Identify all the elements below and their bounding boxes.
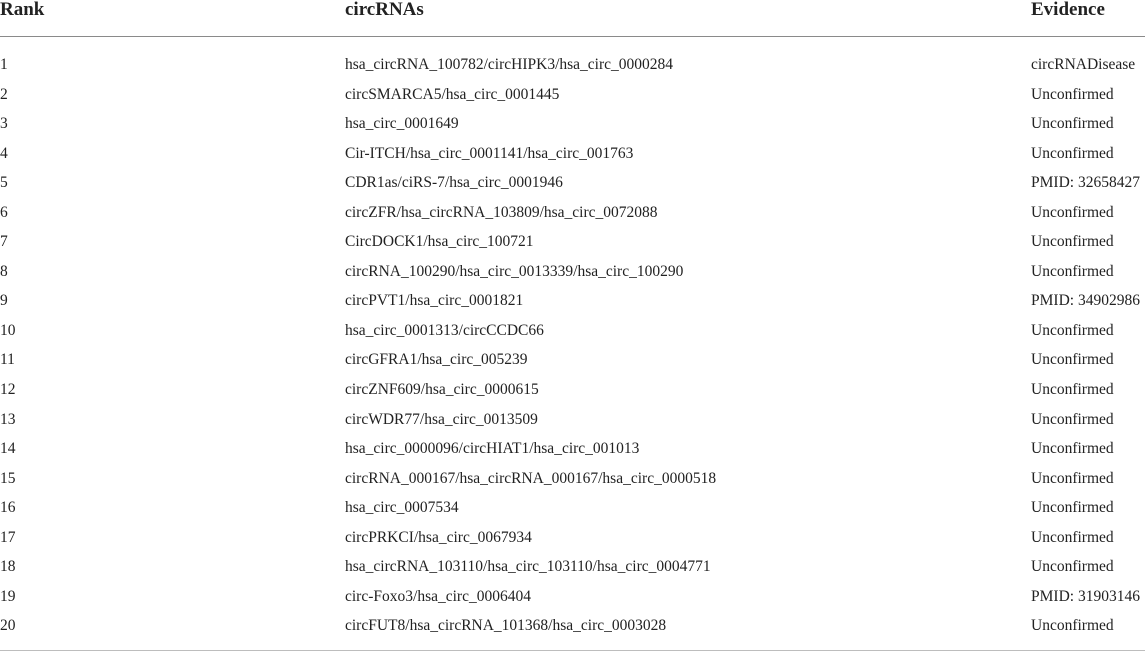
table-bottom-rule: [0, 650, 1145, 651]
header-rank: Rank: [0, 0, 45, 20]
table-row: [0, 611, 1145, 641]
evidence-cell: Unconfirmed: [1031, 440, 1114, 458]
rank-cell: 7: [0, 233, 8, 251]
rank-cell: 10: [0, 321, 16, 339]
circrnas-cell: hsa_circ_0007534: [345, 499, 459, 517]
table-row: [0, 464, 1145, 494]
evidence-cell: Unconfirmed: [1031, 617, 1114, 635]
rank-cell: 5: [0, 174, 8, 192]
rank-cell: 3: [0, 115, 8, 133]
header-evidence: Evidence: [1031, 0, 1105, 20]
evidence-cell: PMID: 32658427: [1031, 174, 1140, 192]
table-row: [0, 80, 1145, 110]
circrnas-cell: circWDR77/hsa_circ_0013509: [345, 410, 538, 428]
table-row: [0, 523, 1145, 553]
evidence-cell: Unconfirmed: [1031, 351, 1114, 369]
table-row: [0, 168, 1145, 198]
table-row: [0, 345, 1145, 375]
table-row: [0, 257, 1145, 287]
rank-cell: 17: [0, 528, 16, 546]
circrnas-cell: circGFRA1/hsa_circ_005239: [345, 351, 528, 369]
table-row: [0, 316, 1145, 346]
table-row: [0, 109, 1145, 139]
circrnas-cell: circRNA_100290/hsa_circ_0013339/hsa_circ_100290: [345, 262, 684, 280]
circrnas-cell: hsa_circ_0001649: [345, 115, 459, 133]
rank-cell: 11: [0, 351, 15, 369]
circrnas-cell: circ-Foxo3/hsa_circ_0006404: [345, 587, 531, 605]
table-row: [0, 198, 1145, 228]
evidence-cell: Unconfirmed: [1031, 321, 1114, 339]
circrnas-cell: CircDOCK1/hsa_circ_100721: [345, 233, 534, 251]
evidence-cell: Unconfirmed: [1031, 115, 1114, 133]
evidence-cell: Unconfirmed: [1031, 262, 1114, 280]
circrnas-cell: circZFR/hsa_circRNA_103809/hsa_circ_0072088: [345, 203, 658, 221]
rank-cell: 19: [0, 587, 16, 605]
evidence-cell: Unconfirmed: [1031, 203, 1114, 221]
evidence-cell: circRNADisease: [1031, 56, 1136, 73]
rank-cell: 12: [0, 381, 16, 399]
table-row: [0, 375, 1145, 405]
rank-cell: 9: [0, 292, 8, 310]
evidence-cell: Unconfirmed: [1031, 381, 1114, 399]
evidence-cell: Unconfirmed: [1031, 85, 1114, 103]
rank-cell: 16: [0, 499, 16, 517]
circrnas-cell: hsa_circRNA_103110/hsa_circ_103110/hsa_circ_0004771: [345, 558, 711, 576]
table-row: [0, 493, 1145, 523]
header-circrnas: circRNAs: [345, 0, 424, 20]
circrnas-cell: hsa_circRNA_100782/circHIPK3/hsa_circ_0000284: [345, 56, 674, 73]
rank-cell: 2: [0, 85, 8, 103]
evidence-cell: PMID: 34902986: [1031, 292, 1140, 310]
table-row: [0, 50, 1145, 80]
evidence-cell: Unconfirmed: [1031, 528, 1114, 546]
table-body: [0, 50, 1145, 641]
circrnas-cell: CDR1as/ciRS-7/hsa_circ_0001946: [345, 174, 563, 192]
table-row: [0, 405, 1145, 435]
circrnas-cell: circZNF609/hsa_circ_0000615: [345, 381, 539, 399]
circrnas-cell: Cir-ITCH/hsa_circ_0001141/hsa_circ_001763: [345, 144, 634, 162]
table-row: [0, 582, 1145, 612]
evidence-cell: Unconfirmed: [1031, 144, 1114, 162]
table-row: [0, 434, 1145, 464]
evidence-cell: PMID: 31903146: [1031, 587, 1140, 605]
circrnas-cell: circPRKCI/hsa_circ_0067934: [345, 528, 532, 546]
circrnas-cell: circSMARCA5/hsa_circ_0001445: [345, 85, 560, 103]
rank-cell: 8: [0, 262, 8, 280]
table-row: [0, 139, 1145, 169]
table-row: [0, 227, 1145, 257]
table-row: [0, 552, 1145, 582]
table-header-row: [0, 0, 1145, 37]
circrnas-cell: hsa_circ_0000096/circHIAT1/hsa_circ_001013: [345, 440, 640, 458]
table-row: [0, 286, 1145, 316]
rank-cell: 20: [0, 617, 16, 635]
circrnas-cell: circFUT8/hsa_circRNA_101368/hsa_circ_0003028: [345, 617, 667, 635]
circrnas-cell: circPVT1/hsa_circ_0001821: [345, 292, 524, 310]
circrnas-cell: circRNA_000167/hsa_circRNA_000167/hsa_circ_0000518: [345, 469, 717, 487]
rank-cell: 4: [0, 144, 8, 162]
evidence-cell: Unconfirmed: [1031, 410, 1114, 428]
rank-cell: 15: [0, 469, 16, 487]
evidence-cell: Unconfirmed: [1031, 469, 1114, 487]
circrnas-cell: hsa_circ_0001313/circCCDC66: [345, 321, 544, 339]
evidence-cell: Unconfirmed: [1031, 233, 1114, 251]
rank-cell: 6: [0, 203, 8, 221]
rank-cell: 18: [0, 558, 16, 576]
rank-cell: 13: [0, 410, 16, 428]
evidence-cell: Unconfirmed: [1031, 558, 1114, 576]
rank-cell: 14: [0, 440, 16, 458]
rank-cell: 1: [0, 56, 8, 73]
evidence-cell: Unconfirmed: [1031, 499, 1114, 517]
